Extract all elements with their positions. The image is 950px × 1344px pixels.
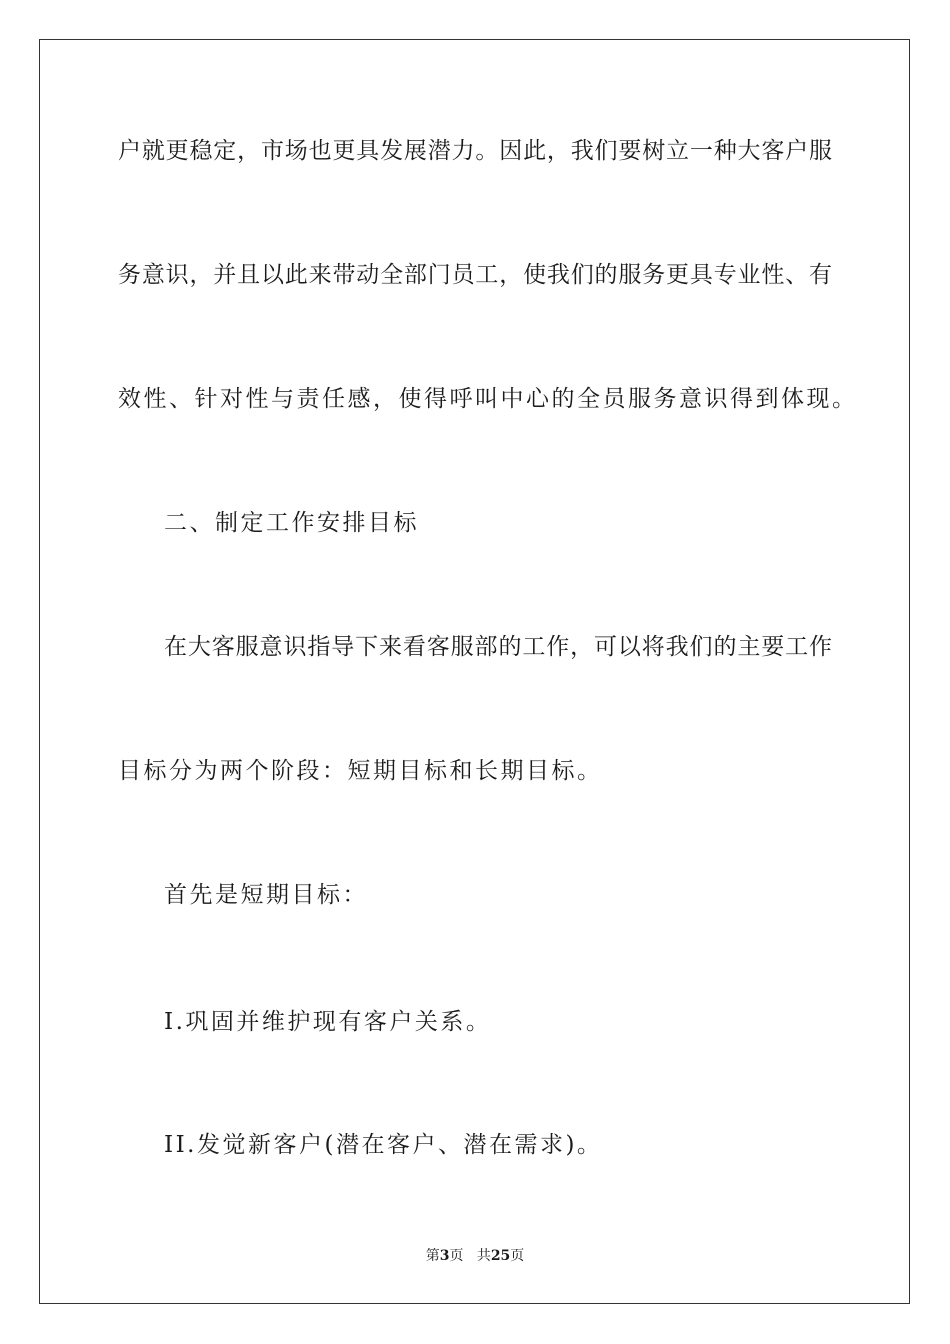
paragraph-line-4: 在大客服意识指导下来看客服部的工作，可以将我们的主要工作 [164,634,832,660]
page-border [39,39,910,1304]
list-item-1: I.巩固并维护现有客户关系。 [164,1009,492,1035]
paragraph-line-3: 效性、针对性与责任感，使得呼叫中心的全员服务意识得到体现。 [118,386,858,412]
page-footer [0,1246,950,1266]
paragraph-line-2: 务意识，并且以此来带动全部门员工，使我们的服务更具专业性、有 [118,262,832,288]
footer-total-suffix: 页 [510,1248,525,1264]
paragraph-line-1: 户就更稳定，市场也更具发展潜力。因此，我们要树立一种大客户服 [118,138,832,164]
list-item-2: II.发觉新客户(潜在客户、潜在需求)。 [164,1132,603,1158]
footer-prefix: 第 [425,1248,440,1264]
footer-total-pages: 25 [490,1248,511,1264]
short-term-heading: 首先是短期目标： [164,882,368,908]
paragraph-line-5: 目标分为两个阶段：短期目标和长期目标。 [118,758,603,784]
footer-current-page: 3 [439,1248,450,1264]
footer-total-prefix: 共 [476,1248,491,1264]
footer-page-suffix: 页 [449,1248,464,1264]
section-heading: 二、制定工作安排目标 [164,510,419,536]
